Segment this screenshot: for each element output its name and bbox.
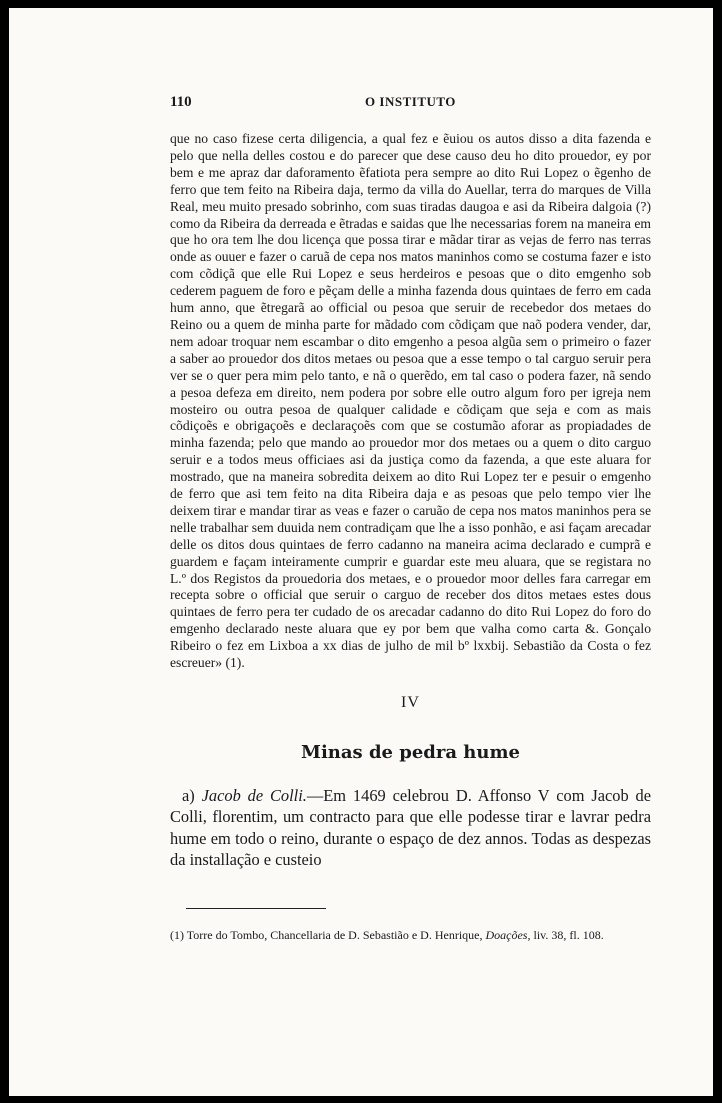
footnote-rule [186,908,326,909]
paragraph-label: a) [182,786,195,805]
page-number: 110 [170,94,192,110]
page-body [170,131,651,871]
body-paragraph [170,785,651,871]
page [9,8,713,1096]
footnote-italic: Doações, [485,928,531,942]
running-title: O INSTITUTO [365,94,456,109]
paragraph-name: Jacob de Colli. [201,786,307,805]
footnote [170,928,651,943]
paragraph-text: —Em 1469 celebrou D. Affonso V com Jacob de Colli, florentim, um contracto para que elle podesse tirar e lavrar pedra hume em todo o reino, durante o espaço de dez annos. Todas as despezas da installação e custeio [170,786,651,870]
footnote-text-before: Torre do Tombo, Chancellaria de D. Sebastião e D. Henrique, [186,928,483,942]
footnote-text-after: liv. 38, fl. 108. [533,928,604,942]
footnote-marker: (1) [170,928,184,942]
section-title: Minas de pedra hume [301,742,520,763]
document-transcription: que no caso fizese certa diligencia, a qual fez e ẽuiou os autos disso a dita fazenda e pelo que nella delles costou e do parecer que dese causo deu ho dito prouedor, ey por bem e me apraz dar daforamento ẽfatiota pera sempre ao dito Rui Lopez o ẽgenho de ferro que tem feito na Ribeira daja, termo da villa do Auellar, terra do marques de Villa Real, meu muito presado sobrinho, com suas tiradas daugoa e asi da Ribeira dalgoia (?) como da Ribeira da derreada e ẽtradas e saidas que lhe necessarias forem na maneira em que ho ora tem lhe dou licença que possa tirar e mãdar tirar as vejas de ferro nas terras onde as ouuer e fazer o caruã de cepa nos matos maninhos como se costuma fazer e isto com cõdiçã que elle Rui Lopez e seus herdeiros e pesoas que o dito emgenho sob cederem paguem de foro e pẽçam delle a minha fazenda dous quintaes de ferro em cada hum anno, que ẽtregarã ao official ou pesoa que seruir de recebedor dos metaes do Reino ou a quem de minha parte for mãdado com cõdiçam que naõ podera vender, dar, nem adoar troquar nem escambar o dito emgenho a pesoa algũa sem o primeiro o fazer a saber ao prouedor dos ditos metaes ou pesoa que a esse tempo o tal carguo seruir pera ver se o quer pera mim pelo tanto, e nã o querẽdo, em tal caso o podera fazer, nã sendo a pesoa defeza em direito, nem podera por sobre elle outro algum foro per igreja nem mosteiro ou outra pesoa de qualquer calidade e cõdiçam que seja e com as mais cõdiçoẽs e obrigaçoẽs e declaraçoẽs com que se costumão aforar as propiadades de minha fazenda; pelo que mando ao prouedor mor dos metaes ou a quem o dito carguo seruir e a todos meus officiaes asi da justiça como da fazenda, a que este aluara for mostrado, que na maneira sobredita deixem ao dito Rui Lopez ter e pesuir o emgenho de ferro que asi tem feito na dita Ribeira daja e as pesoas que pelo tempo vier lhe deixem tirar e mandar tirar as veas e fazer o caruão de cepa nos matos maninhos pera se nelle trabalhar sem duuida nem contradiçam que lhe a isso ponhão, e asi façam arecadar delle os ditos dous quintaes de ferro cadanno na maneira acima declarado e cumprã e guardem e façam inteiramente cumprir e guardar este meu aluara, que se registara no L.º dos Registos da prouedoria dos metaes, e o prouedor moor delles fara carregar em recepta sobre o official que seruir o carguo de receber dos ditos metaes estes dous quintaes de ferro pera ter cudado de os arecadar cadanno do dito Rui Lopez do foro do emgenho declarado neste aluara que ey por bem que valha como carta &. Gonçalo Ribeiro o fez em Lixboa a xx dias de julho de mil bº lxxbij. Sebastião da Costa o fez escreuer» (1). [170,131,651,671]
section-numeral: IV [401,694,420,711]
